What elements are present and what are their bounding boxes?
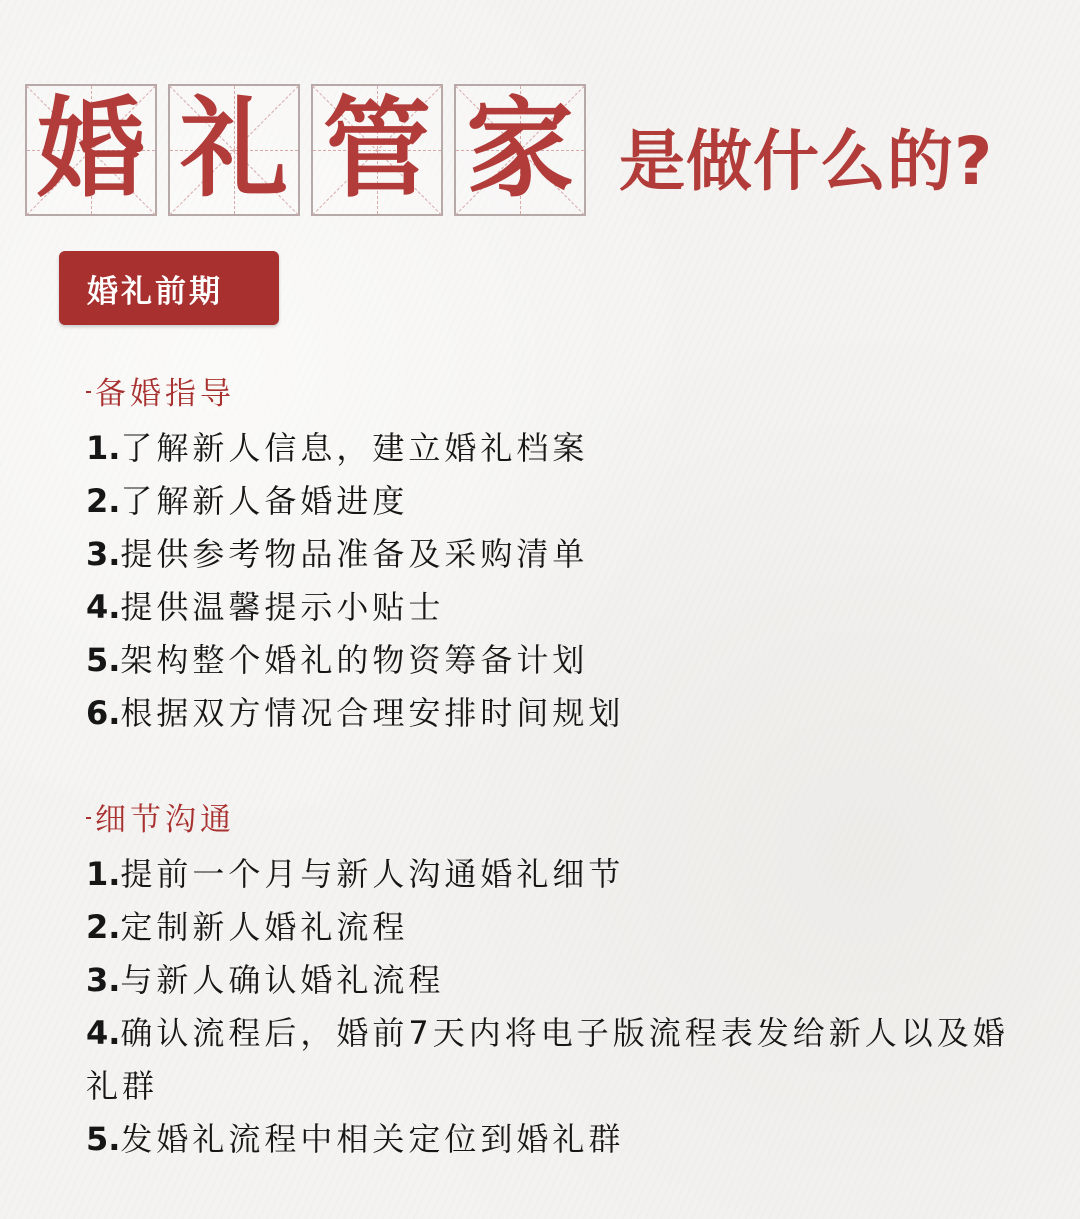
list-item [86,954,1016,1007]
list-item [86,687,624,740]
section-heading [86,368,624,412]
list-item [86,422,624,475]
list-item [86,1113,1016,1166]
item-text: 确认流程后，婚前7天内将电子版流程表发给新人以及婚礼群 [86,1014,1009,1105]
item-number: 1. [86,855,121,893]
section-detail-communication [86,794,1016,1166]
item-text: 定制新人婚礼流程 [120,908,409,946]
item-text: 提前一个月与新人沟通婚礼细节 [120,855,625,893]
list-item [86,581,624,634]
title-char: 家 [465,87,574,212]
item-number: 4. [86,588,121,626]
list-item [86,634,624,687]
section-heading-label: 细节沟通 [95,801,235,838]
item-text: 根据双方情况合理安排时间规划 [120,694,625,732]
title-char-box [25,84,157,216]
section-badge [59,251,279,325]
section-heading-label: 备婚指导 [95,375,235,412]
item-number: 4. [86,1014,121,1052]
item-number: 3. [86,535,121,573]
item-number: 2. [86,482,121,520]
heading-dot [86,817,91,819]
list-item [86,1007,1016,1113]
item-text: 了解新人备婚进度 [120,482,409,520]
section-heading [86,794,1016,838]
item-number: 6. [86,694,121,732]
title-char-box [454,84,586,216]
list-item [86,848,1016,901]
item-number: 5. [86,641,121,679]
list-item [86,528,624,581]
section-badge-label: 婚礼前期 [87,273,223,310]
item-text: 发婚礼流程中相关定位到婚礼群 [120,1120,625,1158]
list-item [86,901,1016,954]
item-text: 与新人确认婚礼流程 [120,961,445,999]
title-suffix: 是做什么的? [619,122,994,200]
item-number: 5. [86,1120,121,1158]
title-char: 婚 [36,87,145,212]
title-char: 管 [322,87,431,212]
list-item [86,475,624,528]
item-text: 提供参考物品准备及采购清单 [120,535,589,573]
heading-dot [86,391,91,393]
title-char-box [168,84,300,216]
item-number: 3. [86,961,121,999]
item-text: 提供温馨提示小贴士 [120,588,445,626]
item-number: 2. [86,908,121,946]
page-title [25,82,993,218]
section-wedding-prep-guide [86,368,624,740]
item-text: 架构整个婚礼的物资筹备计划 [120,641,589,679]
title-char: 礼 [179,87,288,212]
item-text: 了解新人信息，建立婚礼档案 [120,429,589,467]
title-char-box [311,84,443,216]
item-number: 1. [86,429,121,467]
